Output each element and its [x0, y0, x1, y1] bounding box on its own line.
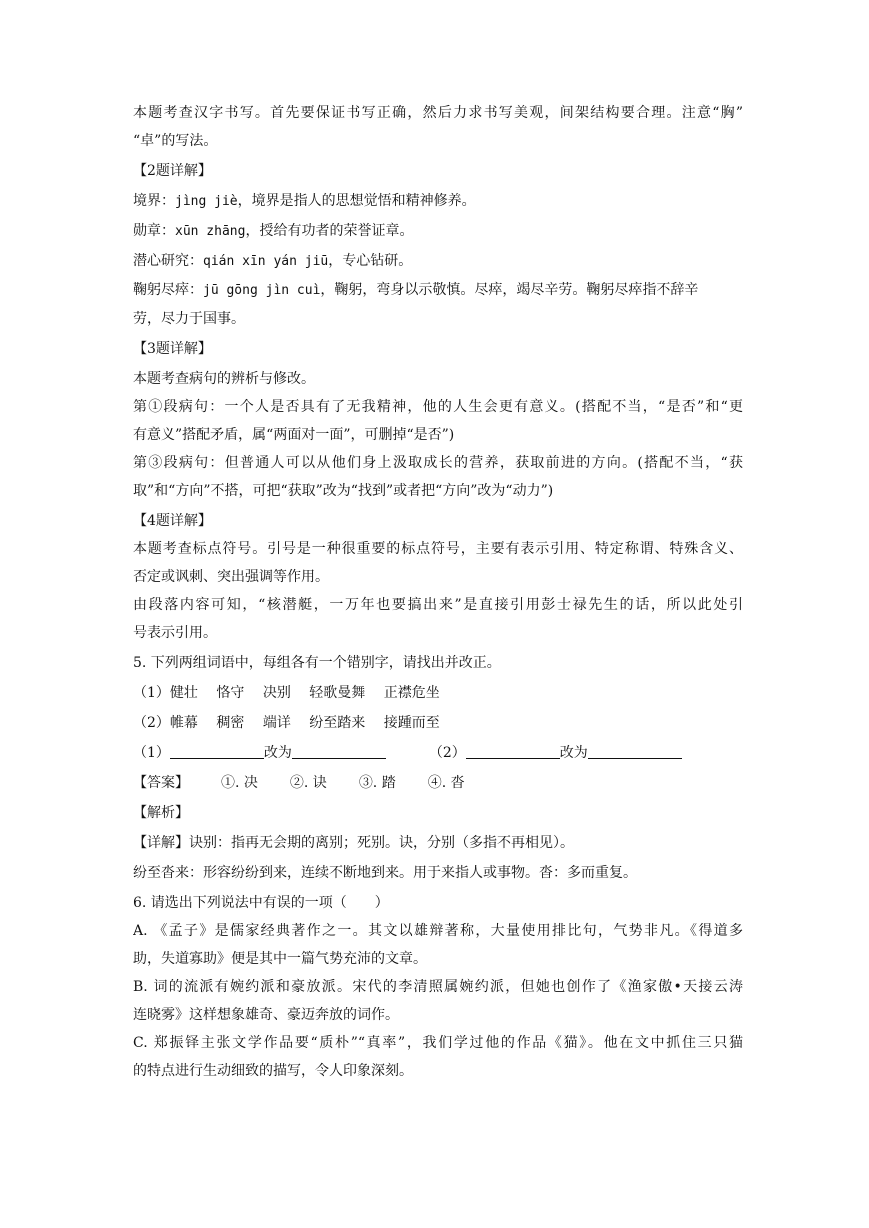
text-line: 由段落内容可知，“核潜艇，一万年也要搞出来”是直接引用彭士禄先生的话，所以此处引 — [133, 597, 743, 613]
definition: ，境界是指人的思想觉悟和精神修养。 — [237, 193, 476, 209]
word: 决别 — [262, 685, 291, 701]
text-line: 有意义”搭配矛盾，属“两面对一面”，可删掉“是否”) — [133, 427, 455, 443]
answer-blanks — [133, 738, 743, 768]
section-heading: 【2题详解】 — [133, 163, 212, 179]
document-body — [133, 100, 743, 1086]
word: 恪守 — [216, 685, 245, 701]
option-c: C. 郑振铎主张文学作品要“质朴”“真率”，我们学过他的作品《猫》。他在文中抓住三只猫 — [133, 1035, 743, 1051]
word: （2）帷幕 — [133, 715, 198, 731]
blank-connector: 改为 — [559, 745, 588, 761]
word: 稠密 — [216, 715, 245, 731]
blank-label: （1） — [133, 745, 170, 761]
text-line: 【详解】诀别：指再无会期的离别；死别。诀，分别（多指不再相见）。 — [133, 835, 574, 851]
text-line — [133, 276, 743, 304]
definition: ，授给有功者的荣誉证章。 — [245, 223, 414, 239]
text-line: 第③段病句：但普通人可以从他们身上汲取成长的营养，获取前进的方向。(搭配不当，“获 — [133, 455, 743, 471]
text-line: 本题考查病句的辨析与修改。 — [133, 371, 315, 387]
text-line: 本题考查标点符号。引号是一种很重要的标点符号，主要有表示引用、特定称谓、特殊含义、 — [133, 541, 743, 557]
blank-1[interactable] — [170, 742, 264, 759]
pinyin: jū gōng jìn cuì — [203, 283, 321, 298]
word: 纷至踏来 — [309, 715, 366, 731]
word: （1）健壮 — [133, 685, 198, 701]
text-line: 号表示引用。 — [133, 625, 217, 641]
text-line — [133, 216, 743, 246]
answer-item: ④. 沓 — [427, 775, 465, 791]
option-b-cont: 连晓雾》这样想象雄奇、豪迈奔放的词作。 — [133, 1007, 399, 1023]
blank-3[interactable] — [466, 742, 560, 759]
option-a-cont: 助，失道寡助》便是其中一篇气势充沛的文章。 — [133, 951, 427, 967]
word: 端详 — [262, 715, 291, 731]
text-line: 取”和“方向”不搭，可把“获取”改为“找到”或者把“方向”改为“动力”) — [133, 483, 554, 499]
text-line — [133, 246, 743, 276]
term: 境界： — [133, 193, 175, 209]
blank-label: （2） — [428, 745, 466, 761]
question-stem: 6. 请选出下列说法中有误的一项（ ） — [133, 895, 389, 911]
answer-item: ②. 诀 — [289, 775, 327, 791]
text-line: 第①段病句：一个人是否具有了无我精神，他的人生会更有意义。(搭配不当，“是否”和“更 — [133, 399, 743, 415]
definition: ，专心钻研。 — [328, 253, 413, 269]
text-line: 否定或讽刺、突出强调等作用。 — [133, 569, 329, 585]
answer-line — [133, 768, 743, 798]
word: 正襟危坐 — [383, 685, 440, 701]
option-c-cont: 的特点进行生动细致的描写，令人印象深刻。 — [133, 1063, 413, 1079]
option-a: A. 《孟子》是儒家经典著作之一。其文以雄辩著称，大量使用排比句，气势非凡。《得道多 — [133, 923, 743, 939]
blank-4[interactable] — [588, 742, 682, 759]
word: 接踵而至 — [383, 715, 440, 731]
word: 轻歌曼舞 — [309, 685, 366, 701]
pinyin: xūn zhāng — [175, 224, 246, 239]
term: 潜心研究： — [133, 253, 203, 269]
section-heading: 【4题详解】 — [133, 513, 212, 529]
answer-item: ③. 踏 — [358, 775, 396, 791]
analysis-heading: 【解析】 — [133, 805, 189, 821]
pinyin: jìng jiè — [175, 194, 238, 209]
word-group-2 — [133, 708, 743, 738]
pinyin: qián xīn yán jiū — [203, 254, 329, 269]
option-b: B. 词的流派有婉约派和豪放派。宋代的李清照属婉约派，但她也创作了《渔家傲•天接云涛 — [133, 979, 743, 995]
text-line: “卓”的写法。 — [133, 133, 218, 149]
text-line: 劳，尽力于国事。 — [133, 311, 245, 327]
blank-2[interactable] — [292, 742, 386, 759]
definition: ，鞠躬，弯身以示敬慎。尽瘁，竭尽辛劳。鞠躬尽瘁指不辞辛 — [320, 282, 699, 298]
text-line: 纷至沓来：形容纷纷到来，连续不断地到来。用于来指人或事物。沓：多而重复。 — [133, 865, 637, 881]
word-group-1 — [133, 678, 743, 708]
term: 鞠躬尽瘁： — [133, 282, 203, 298]
answer-item: ①. 决 — [221, 775, 258, 791]
question-stem: 5. 下列两组词语中，每组各有一个错别字，请找出并改正。 — [133, 655, 501, 671]
text-line — [133, 186, 743, 216]
answer-label: 【答案】 — [133, 775, 189, 791]
section-heading: 【3题详解】 — [133, 341, 212, 357]
text-line: 本题考查汉字书写。首先要保证书写正确，然后力求书写美观，间架结构要合理。注意“胸” — [133, 105, 743, 121]
blank-connector: 改为 — [263, 745, 292, 761]
term: 勋章： — [133, 223, 175, 239]
